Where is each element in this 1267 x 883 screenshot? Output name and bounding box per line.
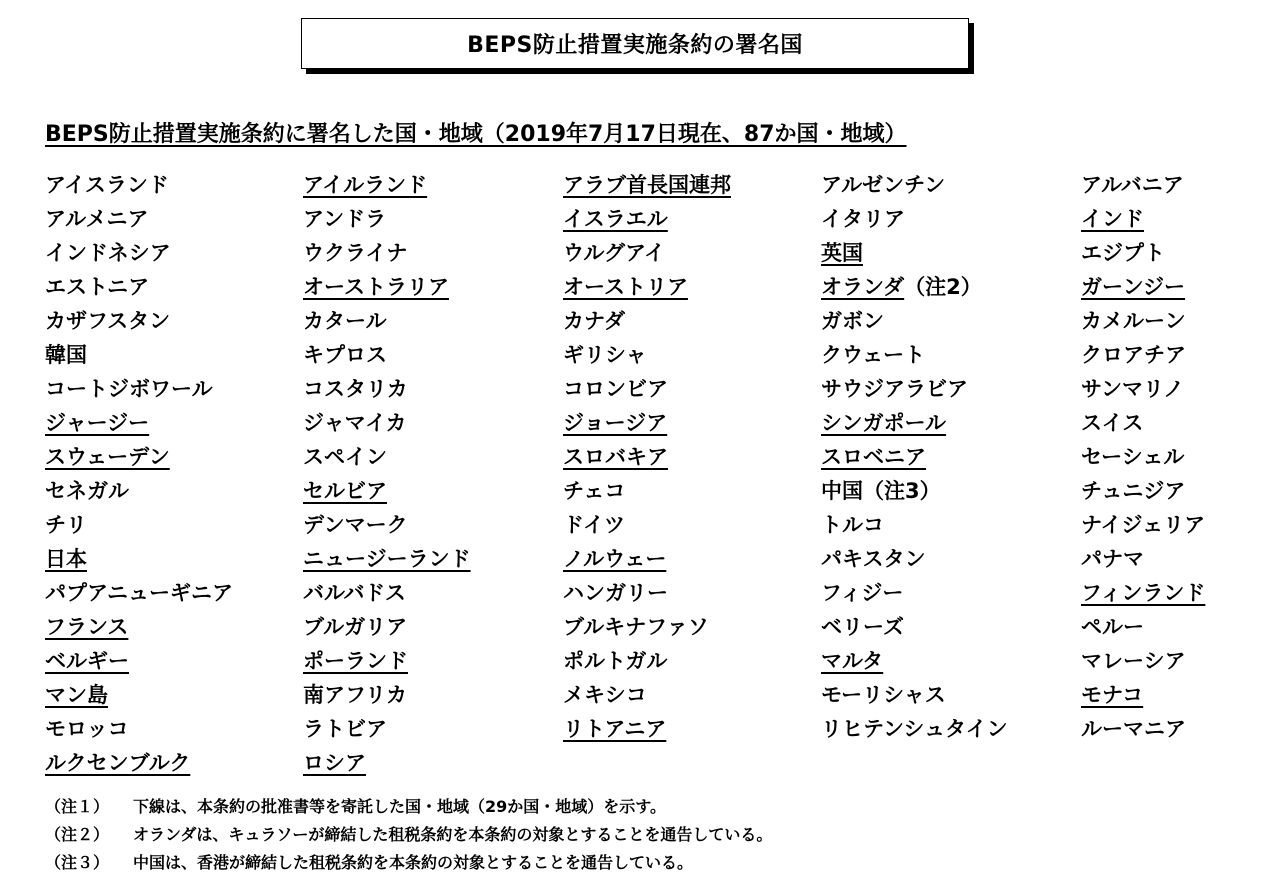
country-name: リヒテンシュタイン [821, 717, 1008, 741]
footnote-label: （注２） [45, 825, 110, 844]
country-name: フランス [45, 615, 129, 639]
country-cell [821, 204, 1081, 238]
country-name: スイス [1081, 411, 1144, 435]
footnote-label: （注１） [45, 797, 110, 816]
country-cell [821, 408, 1081, 442]
country-name: ウクライナ [303, 241, 408, 265]
country-cell [563, 204, 821, 238]
country-name: コスタリカ [303, 377, 408, 401]
country-name: モナコ [1081, 683, 1144, 707]
country-cell [821, 680, 1081, 714]
country-cell [1081, 374, 1241, 408]
country-cell [303, 748, 563, 782]
footnote-2 [45, 821, 772, 849]
country-name: ジャージー [45, 411, 150, 435]
country-cell [821, 442, 1081, 476]
country-cell [1081, 306, 1241, 340]
country-cell [563, 374, 821, 408]
country-cell [821, 272, 1081, 306]
country-name: アルバニア [1081, 173, 1184, 197]
country-cell [1081, 442, 1241, 476]
country-name: ジャマイカ [303, 411, 407, 435]
country-name: エジプト [1081, 241, 1165, 265]
country-name: バルバドス [303, 581, 406, 605]
country-name: モーリシャス [821, 683, 946, 707]
country-cell [821, 612, 1081, 646]
country-name: マン島 [45, 683, 108, 707]
country-cell [303, 612, 563, 646]
country-cell [303, 306, 563, 340]
country-cell [45, 204, 303, 238]
country-name: セーシェル [1081, 445, 1185, 469]
country-cell [563, 544, 821, 578]
country-name: ペルー [1081, 615, 1144, 639]
country-cell [45, 646, 303, 680]
country-name: パナマ [1081, 547, 1144, 571]
footnote-text: 中国は、香港が締結した租税条約を本条約の対象とすることを通告している。 [133, 853, 694, 872]
country-cell [303, 374, 563, 408]
country-name: アイスランド [45, 173, 169, 197]
country-name: パキスタン [821, 547, 926, 571]
country-name: 中国 [821, 479, 863, 503]
country-name: ポルトガル [563, 649, 668, 673]
country-cell [821, 374, 1081, 408]
list-heading: BEPS防止措置実施条約に署名した国・地域（2019年7月17日現在、87か国・地域） [45, 122, 907, 147]
country-cell [563, 408, 821, 442]
country-cell [821, 340, 1081, 374]
country-name: コロンビア [563, 377, 668, 401]
footnote-text: オランダは、キュラソーが締結した租税条約を本条約の対象とすることを通告している。 [133, 825, 773, 844]
country-cell [821, 238, 1081, 272]
country-cell [45, 408, 303, 442]
country-name: パプアニューギニア [45, 581, 233, 605]
country-name: チリ [45, 513, 87, 537]
country-cell [563, 306, 821, 340]
country-name: アンドラ [303, 207, 387, 231]
country-cell [1081, 170, 1241, 204]
country-cell [45, 544, 303, 578]
country-name: セルビア [303, 479, 387, 503]
country-cell [45, 374, 303, 408]
country-name: モロッコ [45, 717, 129, 741]
country-name: ブルキナファソ [563, 615, 709, 639]
country-cell [303, 340, 563, 374]
country-note-ref: （注3） [863, 479, 941, 503]
country-cell [821, 714, 1081, 748]
country-cell [45, 238, 303, 272]
country-name: カタール [303, 309, 387, 333]
country-name: キプロス [303, 343, 387, 367]
country-name: アルメニア [45, 207, 149, 231]
country-name: ハンガリー [563, 581, 668, 605]
country-name: クウェート [821, 343, 926, 367]
country-name: トルコ [821, 513, 884, 537]
country-cell [1081, 612, 1241, 646]
country-name: ノルウェー [563, 547, 667, 571]
country-cell [303, 204, 563, 238]
country-name: ベルギー [45, 649, 129, 673]
country-name: リトアニア [563, 717, 667, 741]
country-name: ジョージア [563, 411, 668, 435]
country-name: サウジアラビア [821, 377, 968, 401]
country-name: アイルランド [303, 173, 428, 197]
country-cell [563, 714, 821, 748]
country-cell [821, 544, 1081, 578]
country-cell [1081, 680, 1241, 714]
country-name: チュニジア [1081, 479, 1186, 503]
country-cell [821, 646, 1081, 680]
country-cell [821, 578, 1081, 612]
country-cell [45, 612, 303, 646]
country-name: ナイジェリア [1081, 513, 1206, 537]
country-name: ギリシャ [563, 343, 647, 367]
country-name: スウェーデン [45, 445, 170, 469]
country-cell [1081, 510, 1241, 544]
country-cell [563, 646, 821, 680]
country-cell [821, 510, 1081, 544]
country-name: ロシア [303, 751, 366, 775]
country-name: アルゼンチン [821, 173, 946, 197]
country-cell [45, 510, 303, 544]
country-cell [1081, 204, 1241, 238]
country-name: ルーマニア [1081, 717, 1186, 741]
country-name: サンマリノ [1081, 377, 1185, 401]
country-name: デンマーク [303, 513, 408, 537]
country-cell [45, 340, 303, 374]
country-name: 韓国 [45, 343, 87, 367]
country-cell [1081, 714, 1241, 748]
country-cell [303, 442, 563, 476]
country-name: カメルーン [1081, 309, 1186, 333]
country-cell [303, 578, 563, 612]
country-cell [563, 340, 821, 374]
country-name: イタリア [821, 207, 905, 231]
country-name: ラトビア [303, 717, 387, 741]
country-name: ブルガリア [303, 615, 408, 639]
country-name: オーストラリア [303, 275, 449, 299]
country-cell [303, 408, 563, 442]
country-cell [563, 510, 821, 544]
country-cell [1081, 646, 1241, 680]
country-cell [45, 476, 303, 510]
country-cell [303, 714, 563, 748]
footnote-1 [45, 793, 772, 821]
country-name: フィジー [821, 581, 904, 605]
document-title: BEPS防止措置実施条約の署名国 [467, 33, 803, 58]
country-cell [563, 272, 821, 306]
country-cell [45, 714, 303, 748]
country-name: インドネシア [45, 241, 171, 265]
country-cell [1081, 544, 1241, 578]
country-name: シンガポール [821, 411, 947, 435]
country-cell [563, 442, 821, 476]
country-name: クロアチア [1081, 343, 1186, 367]
country-cell [45, 680, 303, 714]
country-cell [45, 272, 303, 306]
country-name: ポーランド [303, 649, 408, 673]
country-name: コートジボワール [45, 377, 213, 401]
country-name: スペイン [303, 445, 387, 469]
country-name: メキシコ [563, 683, 647, 707]
country-cell [303, 170, 563, 204]
country-cell [563, 170, 821, 204]
country-name: アラブ首長国連邦 [563, 173, 731, 197]
country-cell [45, 306, 303, 340]
country-cell [1081, 578, 1241, 612]
country-cell [1081, 238, 1241, 272]
country-name: オーストリア [563, 275, 688, 299]
country-name: ルクセンブルク [45, 751, 191, 775]
country-name: イスラエル [563, 207, 668, 231]
country-cell [821, 306, 1081, 340]
country-cell [1081, 408, 1241, 442]
country-cell [303, 646, 563, 680]
country-name: 日本 [45, 547, 87, 571]
country-name: ガボン [821, 309, 884, 333]
country-name: セネガル [45, 479, 129, 503]
country-name: チェコ [563, 479, 626, 503]
footnotes [45, 793, 772, 877]
country-cell [563, 612, 821, 646]
country-cell [45, 578, 303, 612]
country-grid [45, 170, 1241, 782]
country-name: ウルグアイ [563, 241, 666, 265]
country-note-ref: （注2） [904, 275, 982, 299]
country-cell [45, 748, 303, 782]
country-name: ガーンジー [1081, 275, 1186, 299]
country-cell [303, 680, 563, 714]
country-cell [563, 680, 821, 714]
country-cell [303, 272, 563, 306]
country-cell [303, 476, 563, 510]
country-name: 英国 [821, 241, 863, 265]
country-cell [1081, 340, 1241, 374]
country-cell [1081, 272, 1241, 306]
country-cell [45, 442, 303, 476]
country-cell [303, 544, 563, 578]
country-name: カナダ [563, 309, 625, 333]
country-cell [1081, 476, 1241, 510]
country-name: エストニア [45, 275, 150, 299]
country-cell [563, 238, 821, 272]
country-name: ベリーズ [821, 615, 904, 639]
country-name: マレーシア [1081, 649, 1186, 673]
country-name: ドイツ [563, 513, 625, 537]
country-cell [821, 476, 1081, 510]
country-name: ニュージーランド [303, 547, 471, 571]
footnote-label: （注３） [45, 853, 110, 872]
footnote-text: 下線は、本条約の批准書等を寄託した国・地域（29か国・地域）を示す。 [133, 797, 666, 816]
country-name: 南アフリカ [303, 683, 407, 707]
country-cell [303, 510, 563, 544]
country-name: フィンランド [1081, 581, 1206, 605]
country-name: マルタ [821, 649, 884, 673]
country-name: オランダ [821, 275, 905, 299]
country-name: インド [1081, 207, 1144, 231]
country-name: スロベニア [821, 445, 926, 469]
document-title-box [301, 18, 969, 69]
country-cell [45, 170, 303, 204]
country-name: スロバキア [563, 445, 668, 469]
country-cell [821, 170, 1081, 204]
country-cell [303, 238, 563, 272]
country-name: カザフスタン [45, 309, 171, 333]
country-cell [563, 578, 821, 612]
country-cell [563, 476, 821, 510]
footnote-3 [45, 849, 772, 877]
